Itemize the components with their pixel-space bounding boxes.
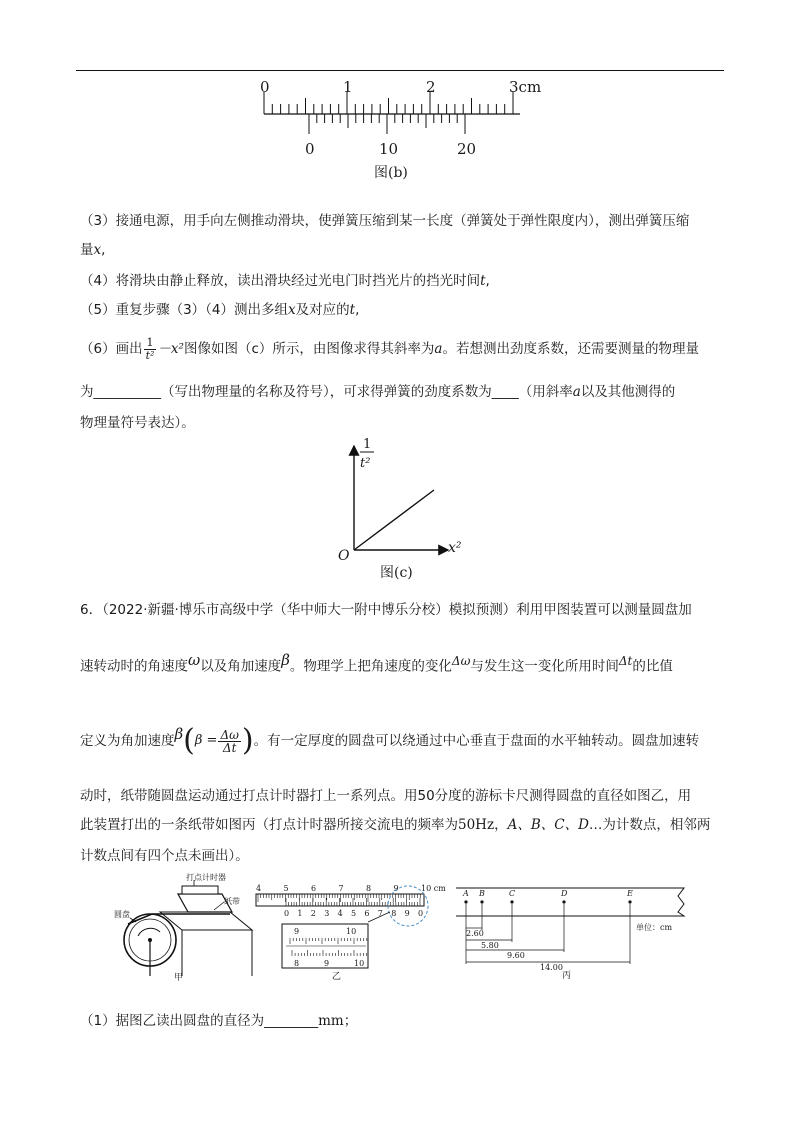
dimension-value: 2.60 <box>466 929 484 938</box>
main-scale-label: 3cm <box>509 78 542 96</box>
variable-t: t <box>480 273 486 289</box>
zoom-top-number: 9 <box>294 927 300 936</box>
text-run: 。物理学上把角速度的变化 <box>289 658 452 675</box>
variable-x: x <box>93 242 102 258</box>
text-run: 此装置打出的一条纸带如图丙（打点计时器所接交流电的频率为 <box>80 817 458 833</box>
linear-plot-line <box>354 490 434 550</box>
caliper-vernier-number: 6 <box>364 909 370 918</box>
origin-label: O <box>338 548 350 564</box>
timer-label: 打点计时器 <box>186 873 226 882</box>
caliper-vernier-number: 7 <box>377 909 383 918</box>
step5-line <box>80 300 359 320</box>
q6-line5 <box>80 815 710 835</box>
text-run: 以及角加速度 <box>200 658 282 675</box>
fraction-numerator: 1 <box>144 337 157 350</box>
figure-b-caption: 图(b) <box>374 165 408 181</box>
step4-line <box>80 271 490 291</box>
caliper-vernier-labels <box>284 909 423 918</box>
caliper-vernier-number: 1 <box>297 909 303 918</box>
figure-c-caption: 图(c) <box>380 565 413 581</box>
text-run: （6）画出 <box>80 341 143 357</box>
q6-line2 <box>80 650 673 677</box>
paren-open: ( <box>183 723 195 758</box>
caliper-main-number: 7 <box>338 884 344 893</box>
text-run: （4）将滑块由静止释放，读出滑块经过光电门时挡光片的挡光时间 <box>80 273 481 289</box>
answer-blank-stiffness[interactable]: ____ <box>491 384 519 400</box>
variable-a: a <box>434 341 443 357</box>
caliper-main-number: 8 <box>366 884 372 893</box>
step6-line2 <box>80 382 675 402</box>
caliper-main-number: 5 <box>283 884 289 893</box>
step3-line1: （3）接通电源，用手向左侧推动滑块，使弹簧压缩到某一长度（弹簧处于弹性限度内），测出弹簧压缩 <box>80 213 690 229</box>
x-label: x² <box>448 540 462 556</box>
caliper-vernier-number: 5 <box>351 909 357 918</box>
step6-line1 <box>80 334 699 364</box>
variable-x: x <box>288 302 296 318</box>
caliper-vernier-number: 9 <box>404 909 410 918</box>
answer-blank-diameter[interactable]: ________ <box>264 1013 319 1029</box>
frequency-value: 50Hz <box>458 817 495 833</box>
main-scale-labels <box>260 78 541 96</box>
tape-points <box>462 889 633 904</box>
tape-point-label: C <box>509 889 516 898</box>
caliper-vernier-number: 2 <box>310 909 316 918</box>
text-run: 的比值 <box>632 658 673 675</box>
tape-point-dot <box>510 900 513 903</box>
tape-point-label: A <box>463 889 469 898</box>
tape-point-dot <box>628 900 631 903</box>
beta-equals: β = <box>194 733 218 748</box>
unit-mm: mm <box>318 1013 344 1029</box>
vernier-scale-ticks <box>309 114 465 134</box>
zoom-bottom-number: 8 <box>294 959 300 968</box>
symbol-delta-t: Δt <box>618 654 633 668</box>
caliper-main-labels <box>256 884 446 893</box>
y-label-numerator: 1 <box>363 437 372 452</box>
bing-caption: 丙 <box>562 971 572 981</box>
text-run: 。有一定厚度的圆盘可以绕通过中心垂直于盘面的水平轴转动。圆盘加速转 <box>253 733 700 749</box>
caliper-vernier-number: 3 <box>324 909 330 918</box>
text-run: , <box>355 302 360 318</box>
fraction-1-over-t2 <box>144 337 157 362</box>
tape-point-dot <box>562 900 565 903</box>
figure-yi-caliper <box>250 880 446 982</box>
y-label-denominator: t² <box>360 456 371 471</box>
text-run: ； <box>343 1013 358 1029</box>
text-run: （写出物理量的名称及符号），可求得弹簧的劲度系数为 <box>161 384 492 400</box>
caliper-vernier-number: 8 <box>391 909 397 918</box>
text-run: 为 <box>80 384 94 400</box>
text-run: 及对应的 <box>295 302 350 318</box>
zoom-bottom-number: 10 <box>354 959 365 968</box>
caliper-vernier-number: 4 <box>337 909 343 918</box>
minus-x-squared: －x² <box>157 341 184 357</box>
unit-label: 单位：cm <box>636 923 673 932</box>
yi-caption: 乙 <box>332 972 342 982</box>
vernier-scale-labels <box>305 140 476 158</box>
caliper-vernier-number: 0 <box>418 909 424 918</box>
dimension-value: 5.80 <box>481 941 499 950</box>
tape-outline <box>456 888 684 916</box>
text-run: 定义为角加速度 <box>80 733 175 749</box>
vernier-scale-label: 0 <box>305 140 315 158</box>
figure-c-graph <box>330 434 480 564</box>
vernier-scale-label: 10 <box>379 140 399 158</box>
caliper-main-number: 4 <box>256 884 262 893</box>
caliper-main-number: 10 cm <box>421 884 446 893</box>
point-labels: A、B、C、D <box>507 817 589 833</box>
q6-line6: 计数点间有四个点未画出）。 <box>80 848 249 864</box>
main-scale-ticks <box>264 92 513 114</box>
tape-dimensions <box>466 904 630 972</box>
jia-caption: 甲 <box>174 973 184 983</box>
figure-jia-apparatus <box>110 872 260 982</box>
fraction-delta-omega-over-delta-t <box>218 729 240 754</box>
main-scale-label: 2 <box>426 78 436 96</box>
variable-a: a <box>572 384 581 400</box>
top-rule <box>76 70 724 71</box>
figure-bing-tape <box>450 884 690 980</box>
text-run: 量 <box>80 242 94 258</box>
text-run: （5）重复步骤（3）（4）测出多组 <box>80 302 289 318</box>
main-scale-label: 0 <box>260 78 270 96</box>
zoom-top-number: 10 <box>346 927 357 936</box>
text-run: （用斜率 <box>518 384 573 400</box>
dimension-value: 9.60 <box>507 951 525 960</box>
text-run: , <box>485 273 490 289</box>
dimension-value: 14.00 <box>540 963 563 972</box>
text-run: ， <box>494 817 508 833</box>
q6-sub1 <box>80 1011 357 1031</box>
caliper-main-number: 9 <box>393 884 399 893</box>
vernier-scale-label: 20 <box>457 140 477 158</box>
fraction-denominator: Δt <box>222 740 237 755</box>
tape-point-label: E <box>627 889 633 898</box>
symbol-delta-omega: Δω <box>451 654 471 668</box>
tape-label: 纸带 <box>224 897 240 906</box>
tape-point-label: D <box>561 889 568 898</box>
fraction-numerator: Δω <box>220 727 239 742</box>
tape-point-dot <box>480 900 483 903</box>
tape-point-label: B <box>479 889 485 898</box>
q6-line4: 动时，纸带随圆盘运动通过打点计时器打上一系列点。用50分度的游标卡尺测得圆盘的直径如图乙，用 <box>80 788 692 804</box>
text-run: 速转动时的角速度 <box>80 658 188 675</box>
text-run: 。若想测出劲度系数，还需要测量的物理量 <box>442 341 699 357</box>
symbol-omega: ω <box>188 651 201 669</box>
text-run: 以及其他测得的 <box>580 384 676 400</box>
text-run: （1）据图乙读出圆盘的直径为 <box>80 1013 265 1029</box>
symbol-beta: β <box>174 725 184 743</box>
symbol-beta: β <box>281 651 290 669</box>
caliper-main-number: 6 <box>311 884 317 893</box>
paren-close: ) <box>241 723 254 758</box>
text-run: …为计数点，相邻两 <box>588 817 711 833</box>
timer-top <box>182 886 218 894</box>
answer-blank-quantity[interactable]: __________ <box>93 384 161 400</box>
q6-line3 <box>80 714 699 761</box>
q6-line1: 6．（2022·新疆·博乐市高级中学（华中师大一附中博乐分校）模拟预测）利用甲图装置可以测量圆盘加 <box>80 602 692 618</box>
disc-label: 圆盘 <box>114 910 130 919</box>
tape-point-dot <box>464 900 467 903</box>
text-run: , <box>101 242 106 258</box>
caliper-vernier-number: 0 <box>284 909 290 918</box>
zoom-bottom-number: 9 <box>324 959 330 968</box>
step3-line2 <box>80 240 105 260</box>
variable-t: t <box>349 302 356 318</box>
text-run: 与发生这一变化所用时间 <box>470 658 619 675</box>
fraction-denominator: t² <box>145 348 155 362</box>
step6-line3: 物理量符号表达）。 <box>80 415 195 431</box>
text-run: 图像如图（c）所示，由图像求得其斜率为 <box>183 341 435 357</box>
main-scale-label: 1 <box>343 78 353 96</box>
